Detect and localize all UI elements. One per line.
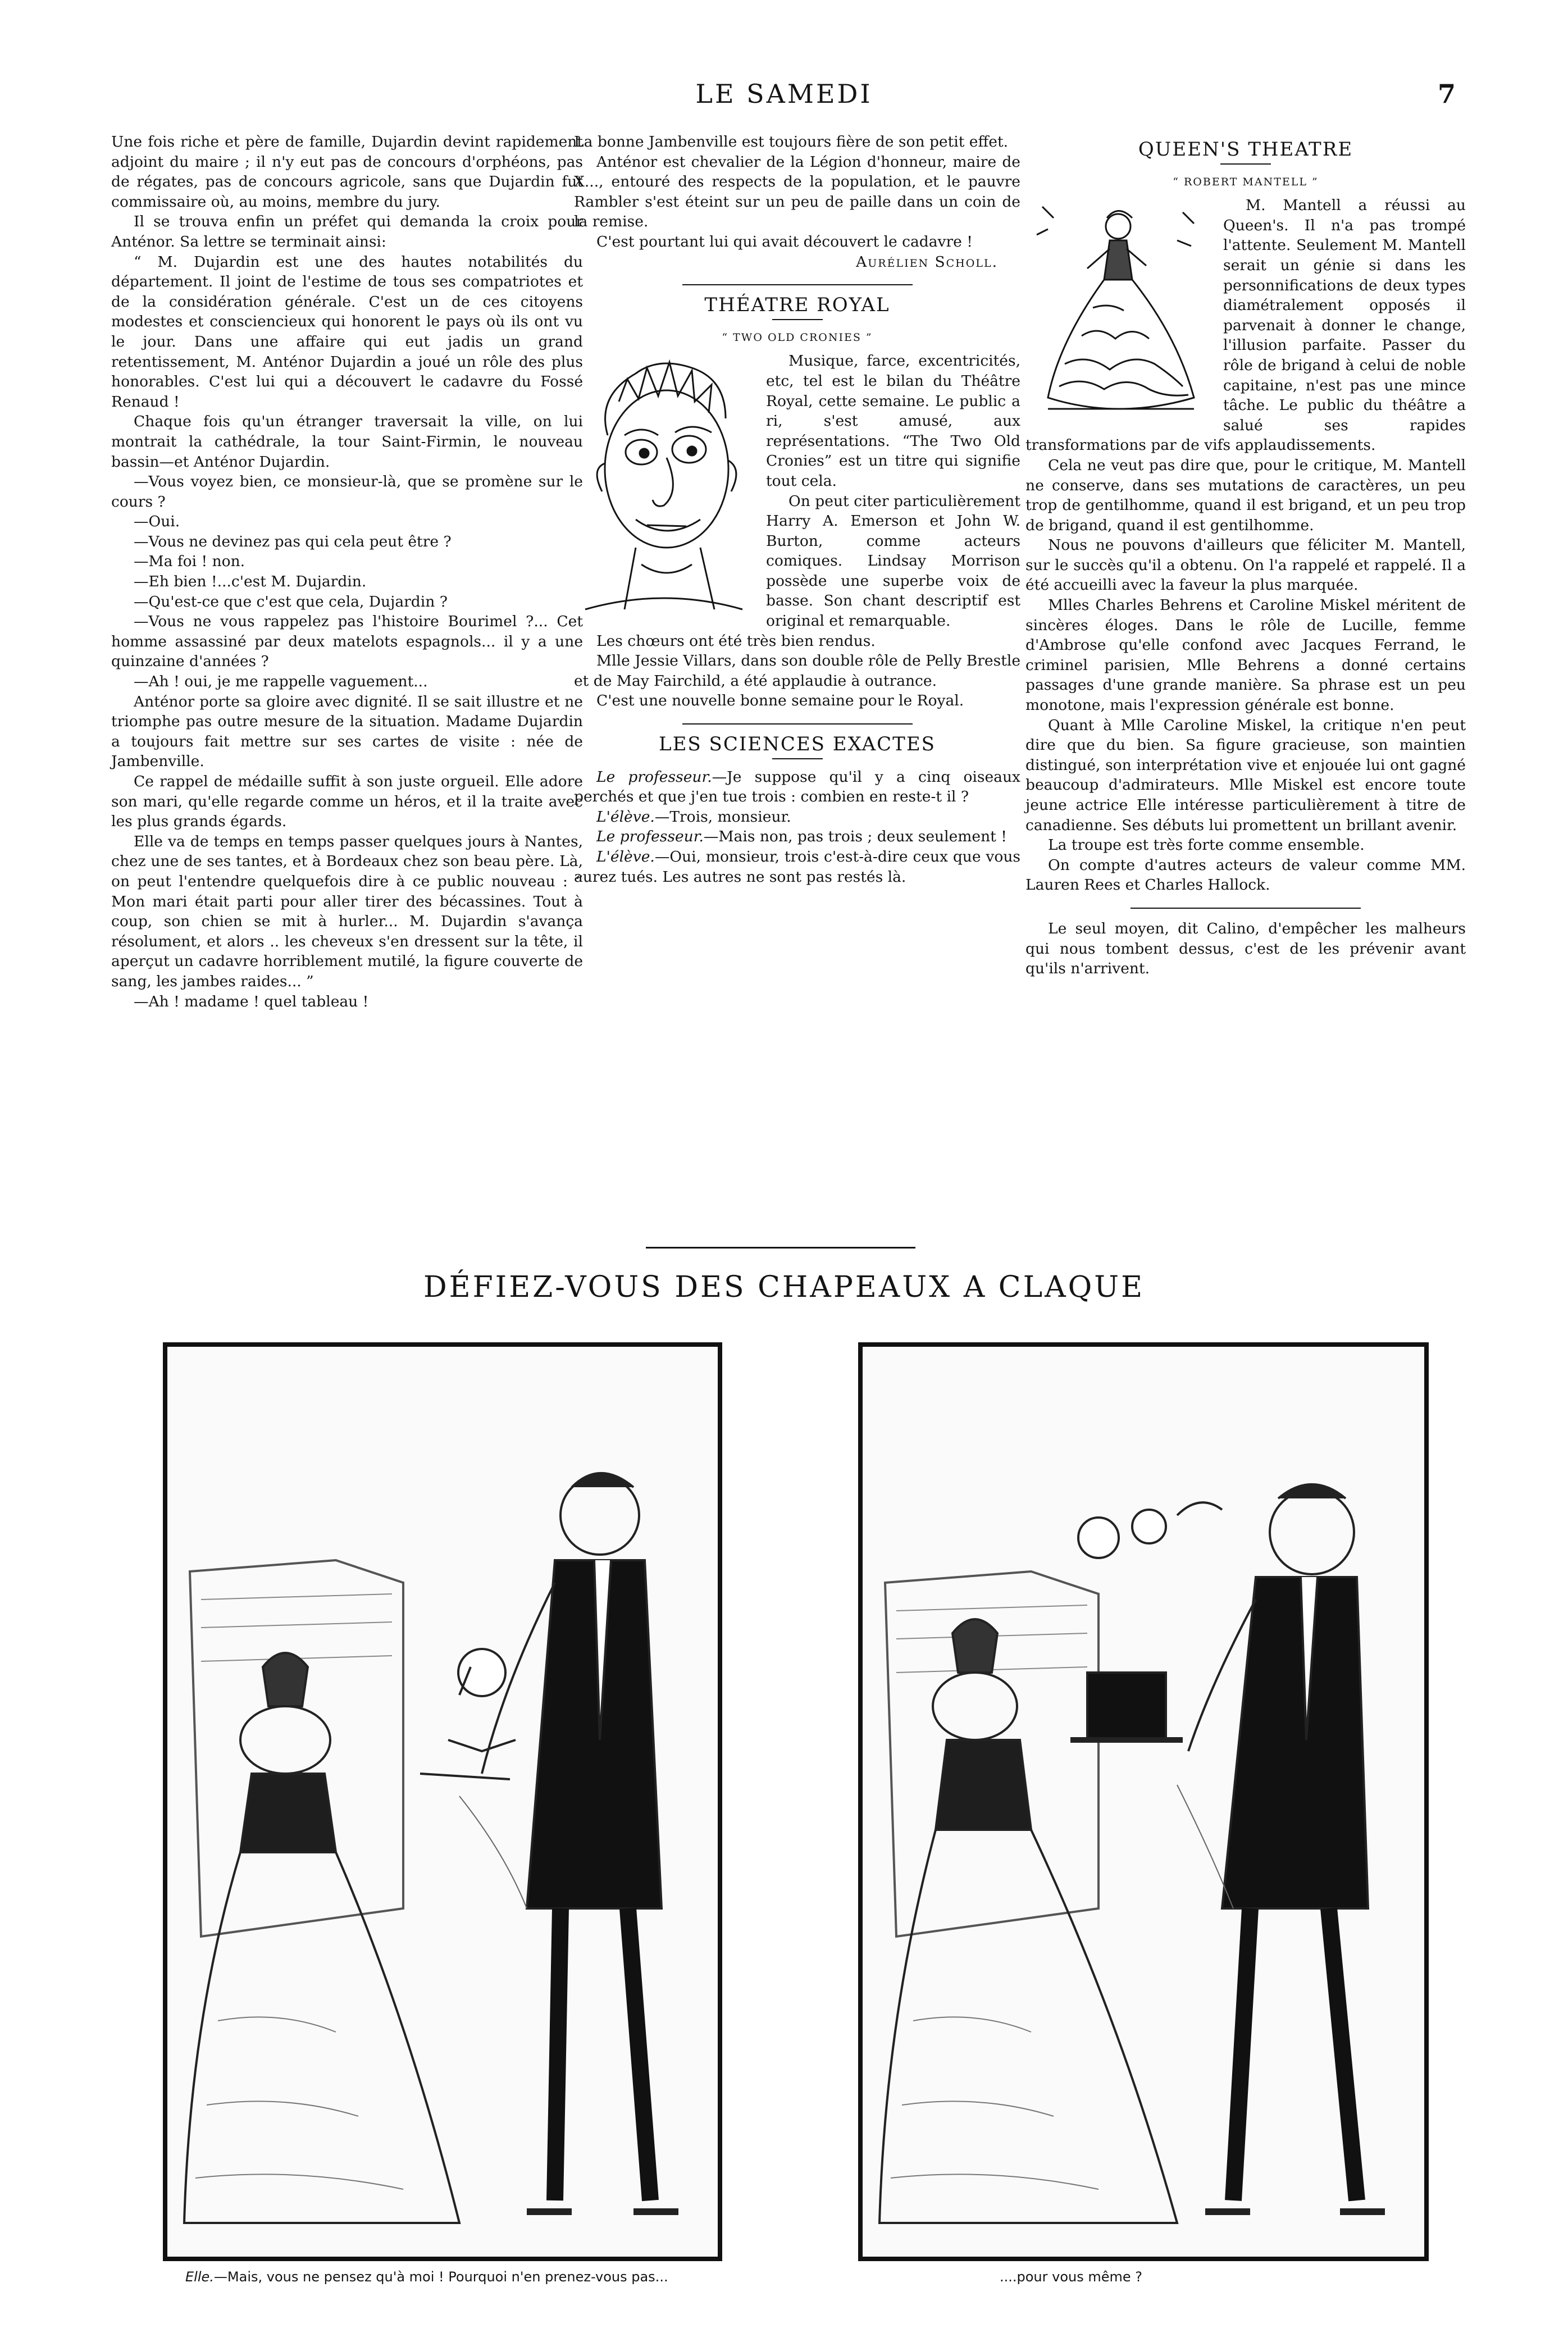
paragraph: La troupe est très forte comme ensemble. <box>1048 836 1365 854</box>
cartoon-caption-left <box>185 2269 803 2285</box>
page-number: 7 <box>1437 79 1456 109</box>
signature: Aurélien Scholl. <box>856 253 998 271</box>
caption-text: —Mais, vous ne pensez qu'à moi ! Pourquoi n'en prenez-vous pas... <box>213 2269 668 2285</box>
cartoon-divider <box>646 1247 915 1249</box>
paragraph: Ce rappel de médaille suffit à son juste orgueil. Elle adore son mari, qu'elle regarde comme un héros, et il la traite avec les plus grands égards. <box>111 773 583 831</box>
section-subtitle: “ ROBERT MANTELL ” <box>1173 175 1319 188</box>
paragraph: Nous ne pouvons d'ailleurs que féliciter M. Mantell, sur le succès qu'il a obtenu. On l'a rappelé et rappelé. Il a été accueilli avec la faveur la plus marquée. <box>1025 536 1466 594</box>
title-underline <box>1220 163 1271 165</box>
speaker: Le professeur. <box>596 828 704 846</box>
paragraph: Mlle Jessie Villars, dans son double rôle de Pelly Brestle et de May Fairchild, a été applaudie à outrance. <box>574 652 1020 690</box>
section-title-theatre-royal: THÉATRE ROYAL <box>704 294 890 317</box>
left-column <box>111 132 583 1012</box>
caption-speaker: Elle. <box>185 2269 214 2285</box>
title-underline <box>772 319 823 320</box>
paragraph: Les chœurs ont été très bien rendus. <box>596 632 876 650</box>
calino-paragraph: Le seul moyen, dit Calino, d'empêcher les malheurs qui nous tombent dessus, c'est de les prévenir avant qu'ils n'arrivent. <box>1025 919 1466 978</box>
right-column <box>1025 132 1466 979</box>
paragraph: Chaque fois qu'un étranger traversait la ville, on lui montrait la cathédrale, la tour Saint-Firmin, le nouveau bassin—et Anténor Dujardin. <box>111 413 583 471</box>
paragraph: “ M. Dujardin est une des hautes notabilités du département. Il joint de l'estime de tous ses compatriotes et de la considération générale. C'est un de ces citoyens modestes et consciencieux qui honorent le pays où ils ont vu le jour. Dans une affaire qui eut jadis un grand retentissement, M. Anténor Dujardin a joué un rôle des plus honorables. C'est lui qui a découvert le cadavre du Fossé Renaud ! <box>111 253 583 411</box>
speaker: L'élève. <box>596 808 655 826</box>
dialogue-text: —Je suppose qu'il y a cinq oiseaux perchés et que j'en tue trois : combien en reste-t il ? <box>574 768 1020 806</box>
paragraph: Mlles Charles Behrens et Caroline Miskel méritent de sincères éloges. Dans le rôle de Lucille, femme d'Ambrose qu'elle confond avec Jacques Ferrand, le criminel parisien, Mlle Behrens a donné certains passages d'une grande manière. Sa phrase est un peu monotone, mais l'expression générale est bonne. <box>1025 596 1466 714</box>
paragraph: C'est une nouvelle bonne semaine pour le Royal. <box>596 692 964 710</box>
dialogue-text: —Oui, monsieur, trois c'est-à-dire ceux que vous aurez tués. Les autres ne sont pas restés là. <box>574 848 1020 886</box>
section-subtitle: “ TWO OLD CRONIES ” <box>722 331 873 344</box>
dialogue-text: —Mais non, pas trois ; deux seulement ! <box>703 828 1007 846</box>
masthead: LE SAMEDI <box>695 79 873 109</box>
section-divider <box>682 723 913 725</box>
section-title-queens-theatre: QUEEN'S THEATRE <box>1138 138 1353 161</box>
couple-scene-illustration <box>167 1347 718 2257</box>
paragraph: C'est pourtant lui qui avait découvert le cadavre ! <box>596 233 973 250</box>
paragraph: Cela ne veut pas dire que, pour le critique, M. Mantell ne conserve, dans ses mutations de caractères, un peu trop de gentilhomme, quand il est brigand, et un peu trop de brigand, quand il est gentilhomme. <box>1025 456 1466 534</box>
paragraph: —Vous ne devinez pas qui cela peut être ? <box>134 532 452 550</box>
collapsed-hat-scene-illustration <box>863 1347 1424 2257</box>
dialogue-line <box>574 827 1020 847</box>
actress-figure-icon <box>1025 195 1211 426</box>
dialogue-line <box>574 847 1020 887</box>
title-underline <box>772 758 823 759</box>
cartoon-title: DÉFIEZ-VOUS DES CHAPEAUX A CLAQUE <box>423 1270 1145 1304</box>
paragraph: Quant à Mlle Caroline Miskel, la critique n'en peut dire que du bien. Sa figure gracieuse, son maintien distingué, son interprétation vive et enjouée lui ont gagné beaucoup d'admirateurs. Mlle Miskel est encore toute jeune actrice Elle intéresse particulièrement à titre de canadienne. Ses débuts lui promettent un brillant avenir. <box>1025 716 1466 834</box>
paragraph: —Ma foi ! non. <box>134 553 245 571</box>
paragraph: —Vous ne vous rappelez pas l'histoire Bourimel ?... Cet homme assassiné par deux matelots espagnols... il y a une quinzaine d'années ? <box>111 613 583 671</box>
cartoon-panel-right <box>858 1342 1429 2261</box>
paragraph: —Ah ! madame ! quel tableau ! <box>134 992 369 1010</box>
paragraph: La bonne Jambenville est toujours fière de son petit effet. <box>574 133 1009 151</box>
paragraph: Anténor est chevalier de la Légion d'honneur, maire de X..., entouré des respects de la population, et le pauvre Rambler s'est éteint sur un peu de paille dans un coin de la remise. <box>574 153 1020 231</box>
caricature-illustration <box>574 351 754 615</box>
paragraph: Une fois riche et père de famille, Dujardin devint rapidement adjoint du maire ; il n'y eut pas de concours d'orphéons, pas de régates, pas de concours agricole, sans que Dujardin fut commissaire où, au moins, membre du jury. <box>111 133 583 211</box>
paragraph: On compte d'autres acteurs de valeur comme MM. Lauren Rees et Charles Hallock. <box>1025 856 1466 894</box>
paragraph: Musique, farce, excentricités, etc, tel est le bilan du Théâtre Royal, cette semaine. Le public a ri, s'est amusé, aux représentations. “The Two Old Cronies” est un titre qui signifie tout cela. <box>766 352 1020 490</box>
paragraph: On peut citer particulièrement Harry A. Emerson et John W. Burton, comme acteurs comiques. Lindsay Morrison possède une superbe voix de basse. Son chant descriptif est original et remarquable. <box>766 492 1020 630</box>
page-header <box>0 79 1568 129</box>
speaker: Le professeur. <box>596 768 712 786</box>
dialogue-line <box>574 767 1020 807</box>
paragraph: Anténor porte sa gloire avec dignité. Il se sait illustre et ne triomphe pas outre mesure de la situation. Madame Dujardin a toujours fait mettre sur ses cartes de visite : née de Jambenville. <box>111 692 583 771</box>
paragraph: —Qu'est-ce que c'est que cela, Dujardin ? <box>134 593 448 610</box>
paragraph: —Vous voyez bien, ce monsieur-là, que se promène sur le cours ? <box>111 473 583 511</box>
paragraph: Il se trouva enfin un préfet qui demanda la croix pour Anténor. Sa lettre se terminait ainsi: <box>111 213 583 250</box>
paragraph: —Oui. <box>134 513 180 531</box>
cartoon-panel-left <box>163 1342 722 2261</box>
cartoon-caption-right: ....pour vous même ? <box>1000 2269 1143 2285</box>
paragraph: —Ah ! oui, je me rappelle vaguement... <box>134 673 428 691</box>
dialogue-text: —Trois, monsieur. <box>654 808 791 826</box>
paragraph: M. Mantell a réussi au Queen's. Il n'a pas trompé l'attente. Seulement M. Mantell serait un génie si dans les personnifications de deux types diamétralement opposés il parvenait à donner le change, l'illusion parfaite. Passer du rôle de brigand à celui de noble capitaine, n'est pas une mince tâche. Le public du théâtre a salué ses rapides transformations par de vifs applaudissements. <box>1025 197 1466 454</box>
section-title-sciences: LES SCIENCES EXACTES <box>659 733 936 756</box>
actress-illustration <box>1025 195 1211 426</box>
section-divider <box>1131 908 1361 909</box>
paragraph: Elle va de temps en temps passer quelques jours à Nantes, chez une de ses tantes, et à Bordeaux chez son beau père. Là, on peut l'entendre quelquefois dire à ce public nouveau : “ Mon mari était parti pour aller tirer des bécassines. Tout à coup, son chien se mit à hurler... M. Dujardin s'avança résolument, et alors .. les cheveux s'en dressent sur la tête, il aperçut un cadavre horriblement mutilé, la figure couverte de sang, les jambes raides... ” <box>111 832 583 990</box>
section-divider <box>682 284 913 285</box>
middle-column <box>574 132 1020 887</box>
dialogue-line <box>574 807 1020 827</box>
speaker: L'élève. <box>596 848 655 865</box>
caricature-face-icon <box>574 351 754 615</box>
paragraph: —Eh bien !...c'est M. Dujardin. <box>134 573 367 591</box>
